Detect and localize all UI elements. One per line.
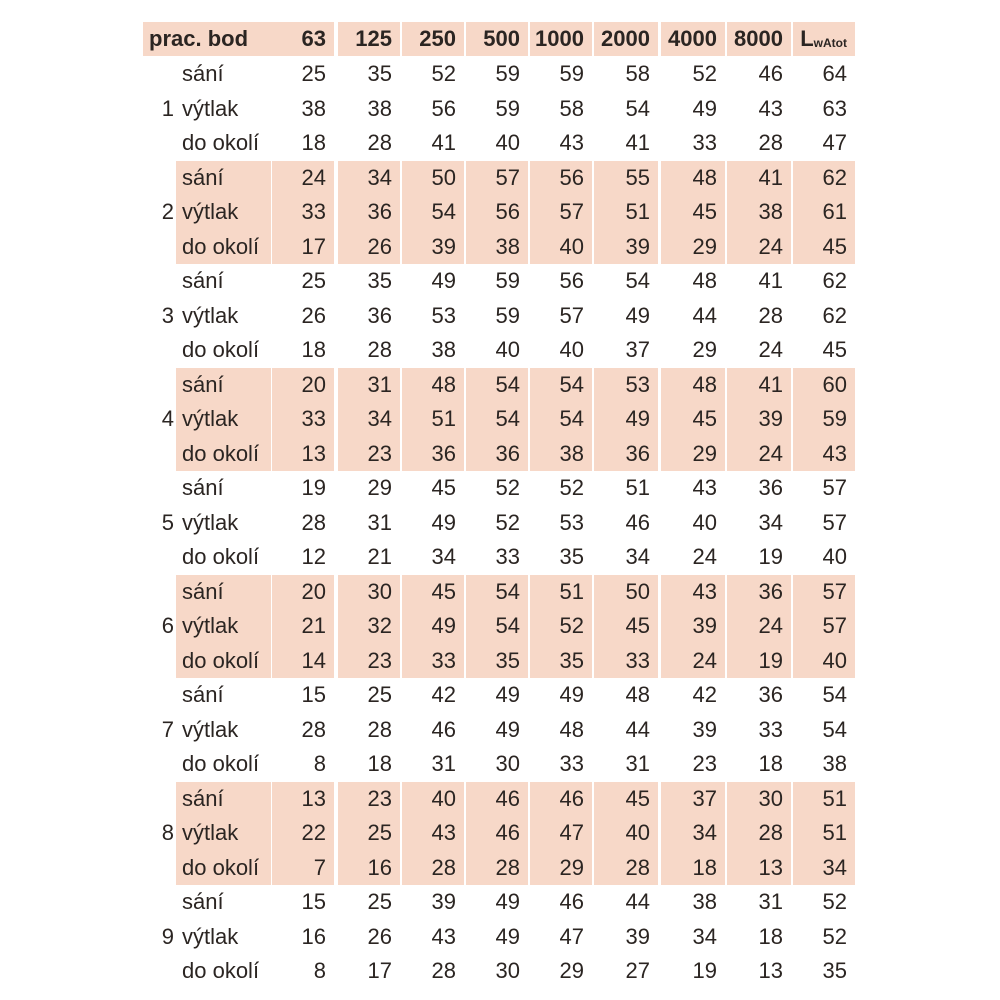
value-cell: 56 [530, 161, 592, 196]
value-cell: 26 [301, 302, 326, 328]
value-cell: 20 [272, 368, 334, 403]
value-cell: 54 [625, 95, 650, 121]
value-cell: 37 [661, 782, 725, 817]
value-cell: 13 [758, 958, 783, 984]
value-cell: 40 [402, 782, 464, 817]
point-number: 1 [161, 95, 174, 121]
row-label: sání [176, 368, 271, 403]
row-label: sání [182, 682, 224, 708]
value-cell: 44 [692, 302, 717, 328]
value-cell: 40 [692, 509, 717, 535]
value-cell: 49 [495, 923, 520, 949]
value-cell: 48 [559, 716, 584, 742]
point-number: 7 [161, 716, 174, 742]
header-band-8000: 8000 [727, 22, 791, 56]
value-cell: 12 [301, 544, 326, 570]
value-cell: 49 [495, 716, 520, 742]
row-label: výtlak [182, 302, 239, 328]
value-cell: 36 [367, 302, 392, 328]
value-cell: 59 [495, 61, 520, 87]
value-cell: 41 [727, 161, 791, 196]
value-cell: 33 [272, 195, 334, 230]
point-number: 8 [161, 820, 174, 846]
value-cell: 43 [758, 95, 783, 121]
value-cell: 33 [594, 644, 658, 679]
value-cell: 54 [530, 368, 592, 403]
value-cell: 55 [594, 161, 658, 196]
value-cell: 57 [793, 609, 855, 644]
value-cell: 46 [559, 889, 584, 915]
value-cell: 49 [402, 609, 464, 644]
value-cell: 24 [727, 230, 791, 265]
value-cell: 15 [301, 889, 326, 915]
value-cell: 28 [367, 337, 392, 363]
value-cell: 36 [727, 575, 791, 610]
value-cell: 41 [431, 130, 456, 156]
value-cell: 31 [338, 368, 400, 403]
value-cell: 33 [692, 130, 717, 156]
row-label: sání [182, 61, 224, 87]
value-cell: 54 [466, 609, 528, 644]
value-cell: 24 [727, 609, 791, 644]
value-cell: 28 [594, 851, 658, 886]
row-label: do okolí [176, 437, 271, 472]
value-cell: 48 [625, 682, 650, 708]
value-cell: 57 [822, 475, 847, 501]
value-cell: 43 [793, 437, 855, 472]
value-cell: 48 [661, 161, 725, 196]
value-cell: 62 [822, 268, 847, 294]
header-band-1000: 1000 [530, 22, 592, 56]
value-cell: 46 [530, 782, 592, 817]
point-number: 2 [161, 199, 174, 225]
value-cell: 31 [625, 751, 650, 777]
value-cell: 25 [367, 889, 392, 915]
value-cell: 45 [661, 402, 725, 437]
value-cell: 33 [495, 544, 520, 570]
value-cell: 42 [692, 682, 717, 708]
row-label: do okolí [176, 851, 271, 886]
value-cell: 18 [758, 923, 783, 949]
value-cell: 38 [822, 751, 847, 777]
row-label: do okolí [182, 337, 260, 363]
value-cell: 38 [692, 889, 717, 915]
header-total-main: L [800, 26, 814, 51]
value-cell: 57 [466, 161, 528, 196]
value-cell: 38 [301, 95, 326, 121]
value-cell: 43 [559, 130, 584, 156]
value-cell: 35 [530, 644, 592, 679]
value-cell: 40 [495, 130, 520, 156]
value-cell: 19 [692, 958, 717, 984]
value-cell: 49 [625, 302, 650, 328]
value-cell: 27 [625, 958, 650, 984]
header-band-125: 125 [338, 22, 400, 56]
value-cell: 19 [727, 644, 791, 679]
value-cell: 30 [495, 751, 520, 777]
header-band-63: 63 [272, 22, 334, 56]
value-cell: 46 [466, 816, 528, 851]
point-number: 5 [161, 509, 174, 535]
header-band-4000: 4000 [661, 22, 725, 56]
value-cell: 34 [338, 402, 400, 437]
point-number: 3 [161, 302, 174, 328]
value-cell: 39 [431, 889, 456, 915]
value-cell: 13 [727, 851, 791, 886]
value-cell: 40 [793, 644, 855, 679]
value-cell: 63 [822, 95, 847, 121]
value-cell: 23 [338, 437, 400, 472]
row-label: sání [176, 161, 271, 196]
row-label: výtlak [176, 816, 271, 851]
value-cell: 52 [692, 61, 717, 87]
value-cell: 54 [625, 268, 650, 294]
value-cell: 51 [793, 782, 855, 817]
value-cell: 60 [793, 368, 855, 403]
value-cell: 18 [301, 130, 326, 156]
value-cell: 15 [301, 682, 326, 708]
value-cell: 52 [822, 889, 847, 915]
value-cell: 25 [338, 816, 400, 851]
value-cell: 14 [272, 644, 334, 679]
value-cell: 52 [530, 609, 592, 644]
value-cell: 35 [466, 644, 528, 679]
value-cell: 30 [727, 782, 791, 817]
value-cell: 29 [559, 958, 584, 984]
value-cell: 48 [692, 268, 717, 294]
value-cell: 49 [431, 509, 456, 535]
value-cell: 54 [466, 368, 528, 403]
value-cell: 29 [530, 851, 592, 886]
value-cell: 31 [431, 751, 456, 777]
value-cell: 59 [559, 61, 584, 87]
row-label: výtlak [182, 95, 239, 121]
row-label: výtlak [176, 195, 271, 230]
point-number: 4 [161, 406, 174, 432]
value-cell: 54 [530, 402, 592, 437]
value-cell: 36 [758, 475, 783, 501]
value-cell: 57 [530, 195, 592, 230]
value-cell: 39 [402, 230, 464, 265]
value-cell: 36 [338, 195, 400, 230]
row-label: do okolí [182, 751, 260, 777]
value-cell: 34 [692, 923, 717, 949]
value-cell: 35 [367, 61, 392, 87]
value-cell: 38 [530, 437, 592, 472]
row-label: do okolí [182, 130, 260, 156]
value-cell: 28 [301, 509, 326, 535]
value-cell: 28 [367, 716, 392, 742]
value-cell: 52 [431, 61, 456, 87]
row-label: výtlak [182, 509, 239, 535]
value-cell: 39 [625, 923, 650, 949]
value-cell: 24 [727, 437, 791, 472]
value-cell: 52 [495, 475, 520, 501]
value-cell: 54 [402, 195, 464, 230]
value-cell: 41 [758, 268, 783, 294]
value-cell: 24 [758, 337, 783, 363]
value-cell: 61 [793, 195, 855, 230]
value-cell: 28 [431, 958, 456, 984]
value-cell: 62 [822, 302, 847, 328]
value-cell: 30 [495, 958, 520, 984]
row-label: sání [182, 268, 224, 294]
value-cell: 39 [692, 716, 717, 742]
point-number: 6 [161, 613, 174, 639]
value-cell: 47 [559, 923, 584, 949]
value-cell: 56 [431, 95, 456, 121]
row-label: do okolí [182, 958, 260, 984]
value-cell: 35 [559, 544, 584, 570]
value-cell: 18 [661, 851, 725, 886]
value-cell: 25 [301, 268, 326, 294]
value-cell: 45 [431, 475, 456, 501]
value-cell: 39 [661, 609, 725, 644]
header-label: prac. bod [143, 22, 280, 56]
row-label: sání [182, 889, 224, 915]
value-cell: 7 [272, 851, 334, 886]
value-cell: 16 [338, 851, 400, 886]
value-cell: 43 [661, 575, 725, 610]
value-cell: 43 [402, 816, 464, 851]
value-cell: 64 [822, 61, 847, 87]
value-cell: 53 [559, 509, 584, 535]
point-number: 9 [161, 923, 174, 949]
value-cell: 53 [594, 368, 658, 403]
value-cell: 50 [594, 575, 658, 610]
value-cell: 19 [301, 475, 326, 501]
value-cell: 40 [822, 544, 847, 570]
header-band-500: 500 [466, 22, 528, 56]
value-cell: 46 [466, 782, 528, 817]
row-label: do okolí [182, 544, 260, 570]
value-cell: 28 [402, 851, 464, 886]
value-cell: 34 [338, 161, 400, 196]
value-cell: 49 [692, 95, 717, 121]
value-cell: 40 [594, 816, 658, 851]
value-cell: 29 [367, 475, 392, 501]
value-cell: 40 [559, 337, 584, 363]
value-cell: 36 [466, 437, 528, 472]
value-cell: 17 [367, 958, 392, 984]
value-cell: 20 [272, 575, 334, 610]
value-cell: 28 [758, 302, 783, 328]
row-label: do okolí [176, 644, 271, 679]
value-cell: 19 [758, 544, 783, 570]
value-cell: 34 [793, 851, 855, 886]
value-cell: 36 [594, 437, 658, 472]
row-label: výtlak [182, 716, 239, 742]
value-cell: 18 [758, 751, 783, 777]
value-cell: 41 [727, 368, 791, 403]
value-cell: 49 [431, 268, 456, 294]
value-cell: 34 [661, 816, 725, 851]
value-cell: 13 [272, 782, 334, 817]
value-cell: 59 [495, 95, 520, 121]
value-cell: 21 [367, 544, 392, 570]
value-cell: 34 [758, 509, 783, 535]
value-cell: 54 [466, 402, 528, 437]
value-cell: 42 [431, 682, 456, 708]
value-cell: 45 [594, 782, 658, 817]
value-cell: 33 [402, 644, 464, 679]
value-cell: 45 [822, 337, 847, 363]
value-cell: 44 [625, 716, 650, 742]
value-cell: 40 [530, 230, 592, 265]
value-cell: 58 [625, 61, 650, 87]
row-label: sání [176, 575, 271, 610]
value-cell: 45 [594, 609, 658, 644]
value-cell: 33 [272, 402, 334, 437]
value-cell: 30 [338, 575, 400, 610]
value-cell: 46 [758, 61, 783, 87]
value-cell: 21 [272, 609, 334, 644]
value-cell: 36 [402, 437, 464, 472]
value-cell: 51 [594, 195, 658, 230]
value-cell: 52 [559, 475, 584, 501]
value-cell: 26 [338, 230, 400, 265]
header-band-2000: 2000 [594, 22, 658, 56]
value-cell: 54 [822, 716, 847, 742]
value-cell: 51 [793, 816, 855, 851]
value-cell: 31 [758, 889, 783, 915]
value-cell: 38 [431, 337, 456, 363]
value-cell: 45 [402, 575, 464, 610]
value-cell: 54 [466, 575, 528, 610]
value-cell: 28 [758, 130, 783, 156]
value-cell: 16 [301, 923, 326, 949]
value-cell: 37 [625, 337, 650, 363]
value-cell: 34 [625, 544, 650, 570]
value-cell: 52 [495, 509, 520, 535]
value-cell: 49 [594, 402, 658, 437]
value-cell: 23 [338, 644, 400, 679]
value-cell: 25 [367, 682, 392, 708]
row-label: výtlak [176, 402, 271, 437]
value-cell: 18 [367, 751, 392, 777]
value-cell: 22 [272, 816, 334, 851]
value-cell: 57 [793, 575, 855, 610]
value-cell: 59 [793, 402, 855, 437]
value-cell: 8 [313, 958, 326, 984]
value-cell: 28 [301, 716, 326, 742]
value-cell: 36 [758, 682, 783, 708]
value-cell: 47 [822, 130, 847, 156]
value-cell: 13 [272, 437, 334, 472]
value-cell: 51 [625, 475, 650, 501]
header-total-sub: wAtot [813, 36, 847, 50]
value-cell: 49 [495, 889, 520, 915]
value-cell: 59 [495, 302, 520, 328]
row-label: sání [176, 782, 271, 817]
value-cell: 52 [822, 923, 847, 949]
value-cell: 29 [661, 437, 725, 472]
value-cell: 49 [495, 682, 520, 708]
value-cell: 45 [793, 230, 855, 265]
value-cell: 44 [625, 889, 650, 915]
value-cell: 45 [661, 195, 725, 230]
value-cell: 28 [727, 816, 791, 851]
header-total [793, 22, 855, 56]
value-cell: 58 [559, 95, 584, 121]
value-cell: 48 [661, 368, 725, 403]
value-cell: 24 [661, 644, 725, 679]
value-cell: 56 [559, 268, 584, 294]
row-label: výtlak [176, 609, 271, 644]
value-cell: 62 [793, 161, 855, 196]
header-band-250: 250 [402, 22, 464, 56]
value-cell: 51 [530, 575, 592, 610]
value-cell: 31 [367, 509, 392, 535]
row-label: sání [182, 475, 224, 501]
value-cell: 8 [313, 751, 326, 777]
value-cell: 24 [272, 161, 334, 196]
value-cell: 40 [495, 337, 520, 363]
value-cell: 49 [559, 682, 584, 708]
row-label: výtlak [182, 923, 239, 949]
value-cell: 23 [692, 751, 717, 777]
value-cell: 56 [466, 195, 528, 230]
value-cell: 26 [367, 923, 392, 949]
value-cell: 48 [402, 368, 464, 403]
value-cell: 47 [530, 816, 592, 851]
value-cell: 25 [301, 61, 326, 87]
value-cell: 29 [692, 337, 717, 363]
value-cell: 38 [367, 95, 392, 121]
value-cell: 57 [822, 509, 847, 535]
value-cell: 35 [367, 268, 392, 294]
value-cell: 38 [727, 195, 791, 230]
value-cell: 18 [301, 337, 326, 363]
value-cell: 29 [661, 230, 725, 265]
value-cell: 57 [559, 302, 584, 328]
value-cell: 33 [559, 751, 584, 777]
value-cell: 32 [338, 609, 400, 644]
value-cell: 28 [367, 130, 392, 156]
value-cell: 43 [431, 923, 456, 949]
value-cell: 46 [431, 716, 456, 742]
value-cell: 39 [594, 230, 658, 265]
value-cell: 39 [727, 402, 791, 437]
value-cell: 17 [272, 230, 334, 265]
value-cell: 28 [466, 851, 528, 886]
row-label: do okolí [176, 230, 271, 265]
value-cell: 59 [495, 268, 520, 294]
value-cell: 43 [692, 475, 717, 501]
value-cell: 38 [466, 230, 528, 265]
value-cell: 50 [402, 161, 464, 196]
value-cell: 34 [431, 544, 456, 570]
value-cell: 35 [822, 958, 847, 984]
value-cell: 33 [758, 716, 783, 742]
value-cell: 24 [692, 544, 717, 570]
value-cell: 46 [625, 509, 650, 535]
value-cell: 23 [338, 782, 400, 817]
value-cell: 51 [402, 402, 464, 437]
value-cell: 41 [625, 130, 650, 156]
value-cell: 54 [822, 682, 847, 708]
value-cell: 53 [431, 302, 456, 328]
